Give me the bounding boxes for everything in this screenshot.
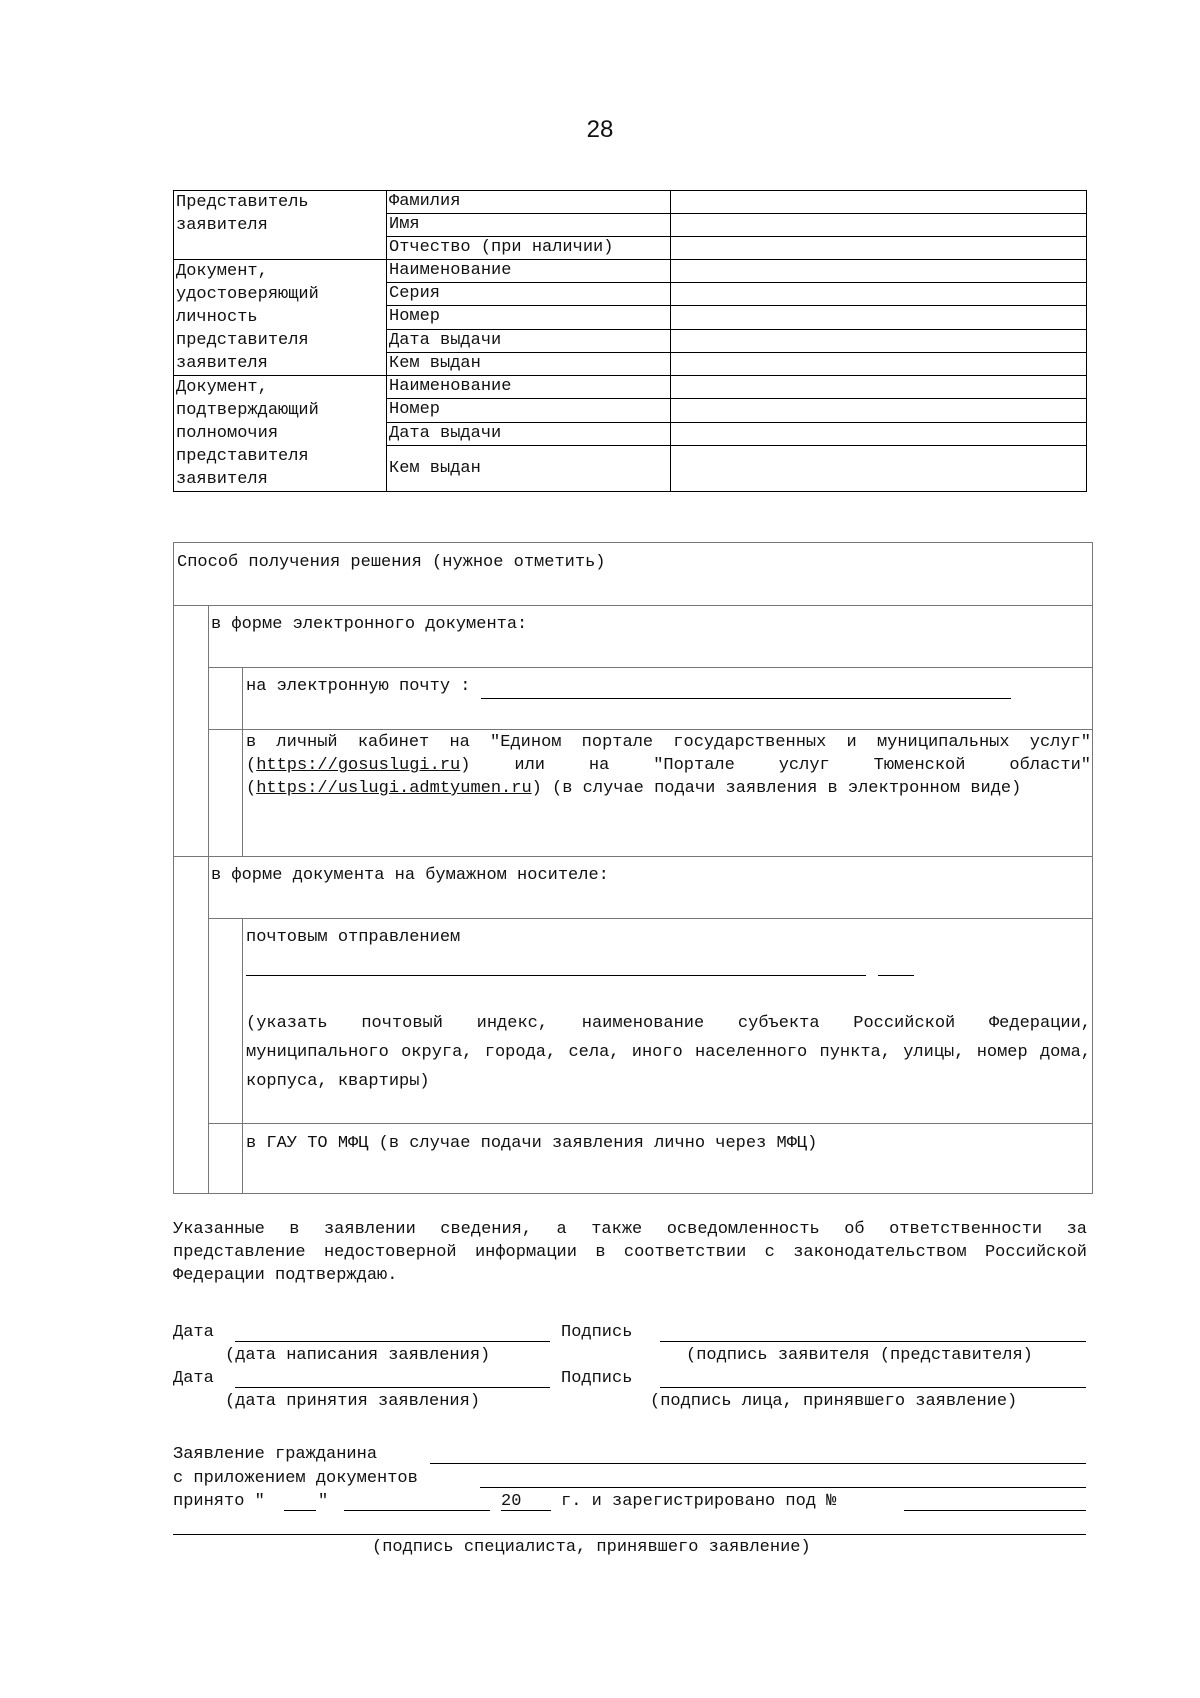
- registration-number-line[interactable]: [904, 1510, 1086, 1511]
- group-label-authority-doc: Документ, подтверждающий полномочия представителя заявителя: [174, 376, 387, 492]
- documents-line[interactable]: [480, 1487, 1086, 1488]
- date-label-2: Дата: [173, 1369, 214, 1388]
- option-cabinet-text: в личный кабинет на "Едином портале государственных и муниципальных услуг" (https://gosuslugi.ru) или на "Портале услуг Тюменской области" (https://uslugi.admtyumen.ru) (в случае подачи заявления в электронном виде): [246, 733, 1091, 798]
- option-mfc-label: в ГАУ ТО МФЦ (в случае подачи заявления лично через МФЦ): [246, 1134, 818, 1153]
- checkbox-paper[interactable]: [175, 857, 208, 1194]
- group-label-identity-doc: Документ, удостоверяющий личность представителя заявителя: [174, 260, 387, 376]
- checkbox-column: [242, 918, 243, 1193]
- date-written-hint: (дата написания заявления): [225, 1346, 491, 1365]
- divider: [208, 667, 1092, 668]
- divider: [174, 605, 1092, 606]
- email-label-text: на электронную почту :: [246, 677, 471, 696]
- field-rep-surname[interactable]: [671, 191, 1087, 214]
- representative-table: [173, 190, 1087, 492]
- accepted-day-line[interactable]: [284, 1510, 316, 1511]
- row-label-issue-date: Дата выдачи: [387, 329, 671, 352]
- registration-line1-label: Заявление гражданина: [173, 1445, 378, 1464]
- option-paper-label: в форме документа на бумажном носителе:: [211, 866, 609, 885]
- checkbox-post[interactable]: [209, 919, 242, 1123]
- field-id-issued-by[interactable]: [671, 352, 1087, 375]
- admtyumen-link[interactable]: https://uslugi.admtyumen.ru: [256, 779, 532, 798]
- receipt-method-box: [173, 542, 1093, 1194]
- field-auth-issued-by[interactable]: [671, 446, 1087, 492]
- row-label-auth-doc-name: Наименование: [387, 376, 671, 399]
- accepted-quote-close: ": [318, 1492, 329, 1511]
- specialist-sign-hint: (подпись специалиста, принявшего заявление): [372, 1538, 811, 1557]
- applicant-sign-line[interactable]: [660, 1341, 1086, 1342]
- row-label-auth-issued-by: Кем выдан: [387, 446, 671, 492]
- post-address-hint: (указать почтовый индекс, наименование субъекта Российской Федерации, муниципального округа, города, села, иного населенного пункта, улицы, номер дома, корпуса, квартиры): [246, 1014, 1091, 1091]
- row-label-patronymic: Отчество (при наличии): [387, 237, 671, 260]
- sign-label-2: Подпись: [561, 1369, 633, 1388]
- accepted-month-line[interactable]: [344, 1510, 490, 1511]
- field-id-doc-name[interactable]: [671, 260, 1087, 283]
- row-label-auth-number: Номер: [387, 399, 671, 422]
- option-email-label: [246, 676, 1011, 699]
- field-auth-number[interactable]: [671, 399, 1087, 422]
- date-written-line[interactable]: [235, 1341, 550, 1342]
- row-label-surname: Фамилия: [387, 191, 671, 214]
- receipt-title: Способ получения решения (нужное отметить): [177, 553, 606, 572]
- post-address-line-short[interactable]: [878, 975, 914, 976]
- acceptor-sign-hint: (подпись лица, принявшего заявление): [650, 1392, 1018, 1411]
- checkbox-cabinet[interactable]: [209, 730, 242, 856]
- acceptor-sign-line[interactable]: [660, 1387, 1086, 1388]
- option-electronic-label: в форме электронного документа:: [211, 615, 528, 634]
- email-input-line[interactable]: [481, 676, 1011, 699]
- field-id-issue-date[interactable]: [671, 329, 1087, 352]
- field-auth-issue-date[interactable]: [671, 422, 1087, 445]
- gosuslugi-link[interactable]: https://gosuslugi.ru: [256, 756, 461, 775]
- sign-label-1: Подпись: [561, 1323, 633, 1342]
- confirmation-text: Указанные в заявлении сведения, а также осведомленность об ответственности за представление недостоверной информации в соответствии с законодательством Российской Федерации подтверждаю.: [173, 1220, 1087, 1285]
- row-label-number: Номер: [387, 306, 671, 329]
- row-label-issued-by: Кем выдан: [387, 352, 671, 375]
- registration-line2-label: с приложением документов: [173, 1469, 418, 1488]
- applicant-sign-hint: (подпись заявителя (представителя): [686, 1346, 1033, 1365]
- checkbox-electronic[interactable]: [175, 606, 208, 856]
- field-rep-patronymic[interactable]: [671, 237, 1087, 260]
- checkbox-mfc[interactable]: [209, 1124, 242, 1194]
- accepted-prefix: принято ": [173, 1492, 265, 1511]
- date-label-1: Дата: [173, 1323, 214, 1342]
- registered-label: г. и зарегистрировано под №: [561, 1492, 837, 1511]
- checkbox-email[interactable]: [209, 668, 242, 729]
- row-label-name: Имя: [387, 214, 671, 237]
- field-id-series[interactable]: [671, 283, 1087, 306]
- post-address-line[interactable]: [246, 975, 866, 976]
- divider: [174, 856, 1092, 857]
- accepted-year-line[interactable]: [501, 1510, 551, 1511]
- citizen-name-line[interactable]: [430, 1463, 1086, 1464]
- checkbox-column: [242, 667, 243, 856]
- specialist-sign-line[interactable]: [173, 1534, 1086, 1535]
- divider: [208, 729, 1092, 730]
- divider: [208, 918, 1092, 919]
- group-label-representative: Представитель заявителя: [174, 191, 387, 260]
- year-prefix: 20: [501, 1492, 522, 1511]
- field-id-number[interactable]: [671, 306, 1087, 329]
- option-post-label: почтовым отправлением: [246, 928, 461, 947]
- page-number: 28: [586, 116, 614, 143]
- divider: [208, 1123, 1092, 1124]
- date-accepted-line[interactable]: [235, 1387, 550, 1388]
- row-label-series: Серия: [387, 283, 671, 306]
- date-accepted-hint: (дата принятия заявления): [225, 1392, 481, 1411]
- field-rep-name[interactable]: [671, 214, 1087, 237]
- row-label-doc-name: Наименование: [387, 260, 671, 283]
- row-label-auth-issue-date: Дата выдачи: [387, 422, 671, 445]
- field-auth-doc-name[interactable]: [671, 376, 1087, 399]
